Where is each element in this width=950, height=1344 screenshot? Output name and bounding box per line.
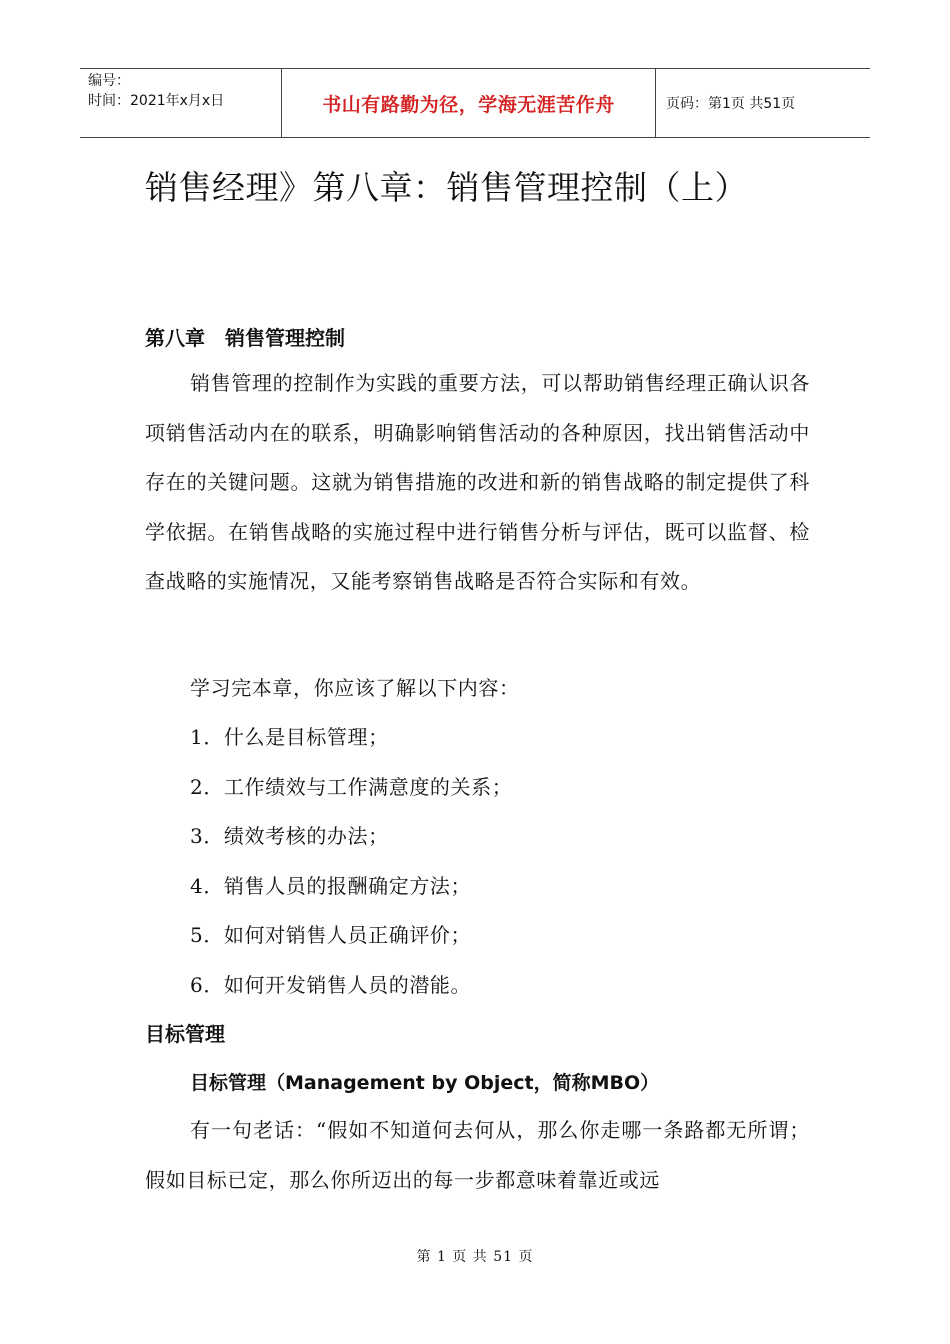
learning-intro: 学习完本章，你应该了解以下内容：	[190, 676, 520, 700]
header-page-info: 页码：第1页 共51页	[666, 96, 796, 112]
header-meta-cell	[80, 69, 282, 137]
objective-item: 6．如何开发销售人员的潜能。	[190, 973, 472, 997]
header-motto: 书山有路勤为径，学海无涯苦作舟	[322, 93, 615, 116]
intro-paragraph: 销售管理的控制作为实践的重要方法，可以帮助销售经理正确认识各项销售活动内在的联系，明确影响销售活动的各种原因，找出销售活动中存在的关键问题。这就为销售措施的改进和新的销售战略的制定提供了科学依据。在销售战略的实施过程中进行销售分析与评估，既可以监督、检查战略的实施情况，又能考察销售战略是否符合实际和有效。	[145, 371, 810, 593]
subsection-heading: 目标管理（Management by Object，简称MBO）	[190, 1072, 660, 1094]
objective-item: 2．工作绩效与工作满意度的关系；	[190, 775, 513, 799]
section-heading: 目标管理	[145, 1022, 225, 1046]
objective-item: 3．绩效考核的办法；	[190, 824, 389, 848]
header-motto-cell	[282, 69, 656, 137]
page-footer: 第 1 页 共 51 页	[416, 1249, 534, 1265]
chapter-heading: 第八章 销售管理控制	[145, 326, 345, 350]
header-page-cell	[656, 69, 870, 137]
header-table	[80, 68, 870, 138]
document-title: 销售经理》第八章：销售管理控制（上）	[145, 168, 748, 207]
objective-item: 5．如何对销售人员正确评价；	[190, 923, 472, 947]
quote-paragraph: 有一句老话：“假如不知道何去何从，那么你走哪一条路都无所谓；假如目标已定，那么你所迈出的每一步都意味着靠近或远	[145, 1118, 810, 1192]
objective-item: 1．什么是目标管理；	[190, 725, 389, 749]
objective-item: 4．销售人员的报酬确定方法；	[190, 874, 472, 898]
document-date-label: 时间：2021年x月x日	[88, 93, 225, 109]
document-number-label: 编号：	[88, 73, 130, 89]
